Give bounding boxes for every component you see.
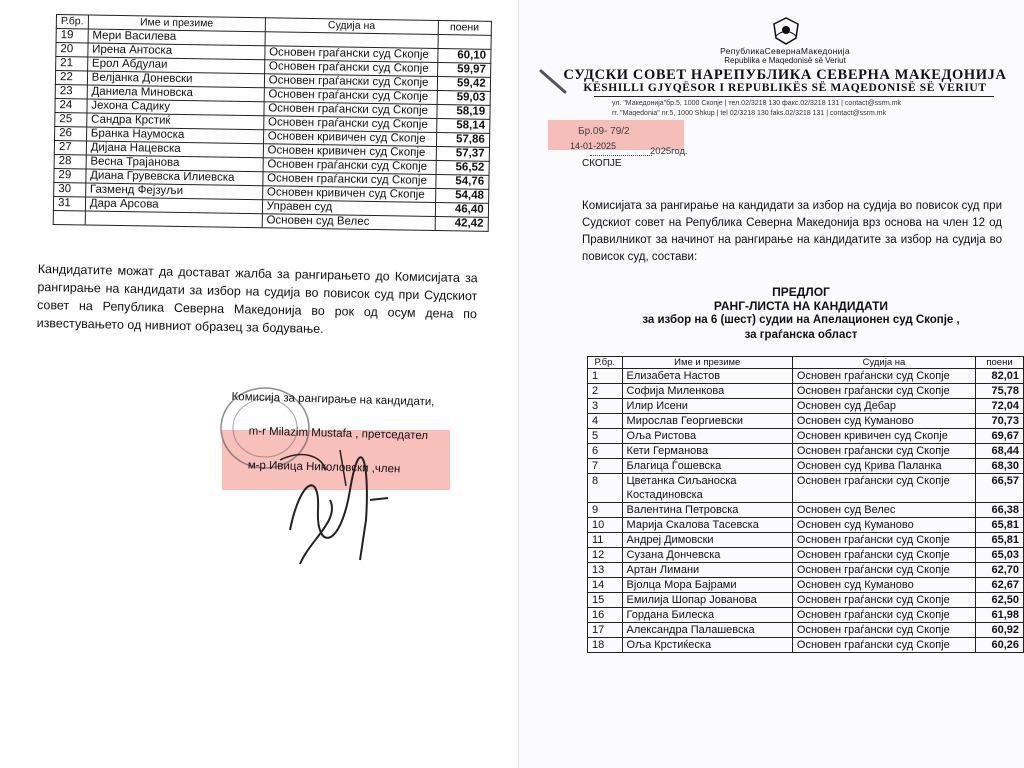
table-row [588, 533, 1024, 548]
table-row [588, 369, 1024, 384]
row-points: 62,67 [976, 578, 1024, 593]
row-num: 19 [56, 29, 88, 43]
row-court: Основен суд Куманово [792, 578, 975, 593]
heading-proposal: ПРЕДЛОГ [772, 285, 830, 299]
row-num: 27 [54, 140, 86, 154]
row-num: 28 [54, 154, 86, 168]
row-num: 26 [55, 126, 87, 140]
table-row [588, 503, 1024, 518]
row-points: 66,38 [976, 503, 1024, 518]
row-court: Основен кривичен суд Скопје [262, 186, 435, 203]
table-row [588, 608, 1024, 623]
row-points: 61,98 [976, 608, 1024, 623]
row-court: Основен граѓански суд Скопје [792, 623, 975, 638]
row-name: Сандра Крстиќ [86, 113, 263, 130]
row-court: Основен граѓански суд Скопје [263, 158, 436, 175]
row-name: Јехона Садику [87, 99, 264, 116]
row-court: Управен суд [262, 200, 435, 217]
commission-member-2: м-р Ивица Николовски ,член [247, 459, 401, 476]
row-court: Основен суд Дебар [792, 399, 975, 414]
table-row [588, 578, 1024, 593]
republic-name-mk: РепубликаСевернаМакедонија [720, 46, 850, 56]
row-num: 2 [588, 384, 623, 399]
row-points: 65,03 [976, 548, 1024, 563]
header-num: Р.бр. [56, 15, 88, 29]
row-court: Основен суд Велес [262, 214, 435, 231]
row-num: 11 [588, 533, 623, 548]
table-row [588, 623, 1024, 638]
right-ranking-table-wrap [587, 356, 1024, 653]
row-name: Диана Грувевска Илиевска [86, 169, 263, 186]
row-court: Основен граѓански суд Скопје [792, 533, 975, 548]
heading-rank-list: РАНГ-ЛИСТА НА КАНДИДАТИ [713, 299, 889, 313]
row-name: Валентина Петровска [622, 503, 792, 518]
row-num: 16 [588, 608, 623, 623]
row-num [53, 210, 85, 224]
row-name: Цветанка Сиљаноска Костадиновска [622, 474, 792, 503]
row-num: 25 [55, 112, 87, 126]
row-points: 60,26 [976, 638, 1024, 653]
commission-member-1: m-r Milazim Mustafa , претседател [248, 425, 429, 443]
row-court: Основен граѓански суд Скопје [792, 638, 975, 653]
registration-date: 14-01-2025 [570, 141, 617, 151]
row-num: 4 [588, 414, 623, 429]
row-court: Основен граѓански суд Скопје [792, 563, 975, 578]
row-name: Софија Миленкова [622, 384, 792, 399]
row-name: Бранка Наумоска [86, 127, 263, 144]
header-court: Судија на [265, 18, 438, 35]
row-court: Основен граѓански суд Скопје [264, 102, 437, 119]
header-court: Судија на [792, 357, 975, 369]
row-points: 66,57 [976, 474, 1024, 503]
row-num: 21 [56, 57, 88, 71]
table-row [588, 429, 1024, 444]
signature-icon [270, 440, 400, 570]
row-num: 15 [588, 593, 623, 608]
row-points: 75,78 [976, 384, 1024, 399]
row-court: Основен кривичен суд Скопје [263, 144, 436, 161]
row-points: 60,92 [976, 623, 1024, 638]
heading-area: за граѓанска област [744, 329, 858, 341]
table-row [588, 638, 1024, 653]
table-row [588, 474, 1024, 503]
header-num: Р.бр. [588, 357, 623, 369]
row-name: Сузана Дончевска [622, 548, 792, 563]
row-name: Благица Ѓошевска [622, 459, 792, 474]
row-name: Дијана Нацевска [86, 141, 263, 158]
row-court: Основен граѓански суд Скопје [265, 46, 438, 63]
row-name: Андреј Димовски [622, 533, 792, 548]
heading-subject: за избор на 6 (шест) судии на Апелационен суд Скопје , [642, 314, 960, 326]
row-name: Велјанка Доневски [87, 71, 264, 88]
row-num: 18 [588, 638, 623, 653]
row-points: 59,42 [437, 76, 490, 91]
row-court: Основен граѓански суд Скопје [792, 474, 975, 503]
right-ranking-table [587, 356, 1024, 653]
row-court: Основен граѓански суд Скопје [792, 548, 975, 563]
appeal-note: Кандидатите можат да достават жалба за рангирањето до Комисијата за рангирање на кандидати за избор на судија во повисок суд при Судскиот совет на Република Северна Македонија во рок од осум дена по известувањето од нивниот образец за бодување. [36, 261, 478, 336]
row-name: Весна Трајанова [86, 155, 263, 172]
table-row [588, 399, 1024, 414]
row-points: 69,67 [976, 429, 1024, 444]
row-court: Основен граѓански суд Скопје [264, 88, 437, 105]
row-points: 57,86 [436, 132, 489, 147]
table-row [588, 459, 1024, 474]
row-num: 6 [588, 444, 623, 459]
row-court: Основен суд Велес [792, 503, 975, 518]
address-mk: ул. "Македонија"бр.5, 1000 Скопје | тел.02/3218 130 факс.02/3218 131 | contact@ssrm.mk [612, 100, 902, 107]
row-num: 24 [55, 98, 87, 112]
table-row [588, 518, 1024, 533]
row-court: Основен граѓански суд Скопје [792, 444, 975, 459]
row-name: Марија Скалова Тасевска [622, 518, 792, 533]
row-num: 1 [588, 369, 623, 384]
coat-of-arms-icon [772, 16, 800, 46]
row-num: 23 [55, 84, 87, 98]
table-header-row [588, 357, 1024, 369]
city: СКОПЈЕ [582, 158, 622, 169]
row-name: Оља Крстиќеска [622, 638, 792, 653]
row-points: 59,03 [437, 90, 490, 105]
table-row [588, 548, 1024, 563]
row-num: 31 [53, 196, 85, 210]
row-num: 30 [54, 182, 86, 196]
row-points: 54,76 [436, 174, 489, 189]
row-points: 65,81 [976, 533, 1024, 548]
row-points: 68,30 [976, 459, 1024, 474]
row-name: Оља Ристова [622, 429, 792, 444]
table-row [588, 563, 1024, 578]
row-points: 54,48 [435, 188, 488, 203]
left-ranking-table [53, 14, 492, 232]
row-court: Основен граѓански суд Скопје [792, 593, 975, 608]
row-court: Основен граѓански суд Скопје [263, 116, 436, 133]
row-num: 12 [588, 548, 623, 563]
header-points: поени [976, 357, 1024, 369]
row-name: Газменд Фејзуљи [85, 183, 262, 200]
row-name: Александра Палашевска [622, 623, 792, 638]
row-num: 9 [588, 503, 623, 518]
row-court: Основен суд Крива Паланка [792, 459, 975, 474]
row-num: 22 [55, 71, 87, 85]
intro-paragraph: Комисијата за рангирање на кандидати за избор на судија во повисок суд при Судскиот совет на Република Северна Македонија врз основа на член 12 од Правилникот за начинот на рангирање на кандидатите за избор на судија во повисок суд, состави: [582, 200, 1002, 263]
row-name: Кети Германова [622, 444, 792, 459]
row-name: Гордана Билеска [622, 608, 792, 623]
row-name: Илир Исени [622, 399, 792, 414]
row-points: 70,73 [976, 414, 1024, 429]
registration-number: Бр.09- 79/2 [578, 126, 630, 137]
dotted-line [590, 155, 652, 156]
row-points: 46,40 [435, 202, 488, 217]
row-points: 56,52 [436, 160, 489, 175]
row-num: 3 [588, 399, 623, 414]
row-num: 20 [56, 43, 88, 57]
row-court: Основен кривичен суд Скопје [792, 429, 975, 444]
registration-year: 2025год. [650, 146, 688, 157]
row-points: 60,10 [438, 49, 491, 64]
row-name: Мирослав Георгиевски [622, 414, 792, 429]
row-court: Основен суд Куманово [792, 414, 975, 429]
row-points: 42,42 [435, 216, 488, 231]
row-points: 57,37 [436, 146, 489, 161]
row-name [85, 211, 262, 228]
row-name: Артан Лимани [622, 563, 792, 578]
header-points: поени [438, 21, 491, 36]
council-title-mk: СУДСКИ СОВЕТ НАРЕПУБЛИКА СЕВЕРНА МАКЕДОНИЈА [563, 67, 1007, 83]
row-name: Елизабета Настов [622, 369, 792, 384]
row-name: Даниела Миновска [87, 85, 264, 102]
left-ranking-table-wrap [53, 14, 492, 232]
row-points: 58,14 [436, 118, 489, 133]
republic-name-al: Republika e Maqedonisë së Veriut [724, 56, 846, 65]
row-name: Вјолца Мора Бајрами [622, 578, 792, 593]
row-points [438, 35, 491, 50]
row-num: 10 [588, 518, 623, 533]
table-row [588, 384, 1024, 399]
table-row [588, 414, 1024, 429]
row-num: 29 [54, 168, 86, 182]
row-court: Основен граѓански суд Скопје [264, 60, 437, 77]
row-points: 82,01 [976, 369, 1024, 384]
row-num: 7 [588, 459, 623, 474]
row-points: 62,50 [976, 593, 1024, 608]
row-court: Основен граѓански суд Скопје [263, 172, 436, 189]
row-num: 17 [588, 623, 623, 638]
header-name: Име и презиме [88, 15, 265, 32]
commission-title: Комисија за рангирање на кандидати, [231, 390, 435, 409]
address-al: rr. "Maqedonia" nr.5, 1000 Shkup | tel 02/3218 130 faks.02/3218 131 | contact@ssrm.mk [612, 110, 887, 117]
table-row [588, 444, 1024, 459]
row-court: Основен суд Куманово [792, 518, 975, 533]
row-num: 5 [588, 429, 623, 444]
row-points: 72,04 [976, 399, 1024, 414]
row-name: Ирена Антоска [88, 43, 265, 60]
row-points: 58,19 [437, 104, 490, 119]
row-court: Основен граѓански суд Скопје [264, 74, 437, 91]
row-num: 14 [588, 578, 623, 593]
row-court: Основен граѓански суд Скопје [792, 384, 975, 399]
row-court: Основен граѓански суд Скопје [792, 369, 975, 384]
council-title-al: KËSHILLI GJYQËSOR I REPUBLIKËS SË MAQEDONISË SË VERIUT [583, 82, 987, 94]
row-num: 13 [588, 563, 623, 578]
header-name: Име и презиме [622, 357, 792, 369]
header-rule [594, 96, 994, 97]
row-name: Емилија Шопар Јованова [622, 593, 792, 608]
row-points: 59,97 [437, 62, 490, 77]
row-court: Основен кривичен суд Скопје [263, 130, 436, 147]
row-court: Основен граѓански суд Скопје [792, 608, 975, 623]
table-row [588, 593, 1024, 608]
row-name: Ерол Абдулаи [87, 57, 264, 74]
row-points: 62,70 [976, 563, 1024, 578]
row-points: 65,81 [976, 518, 1024, 533]
row-name: Дара Арсова [85, 197, 262, 214]
row-num: 8 [588, 474, 623, 503]
row-name: Мери Василева [88, 29, 265, 46]
row-points: 68,44 [976, 444, 1024, 459]
